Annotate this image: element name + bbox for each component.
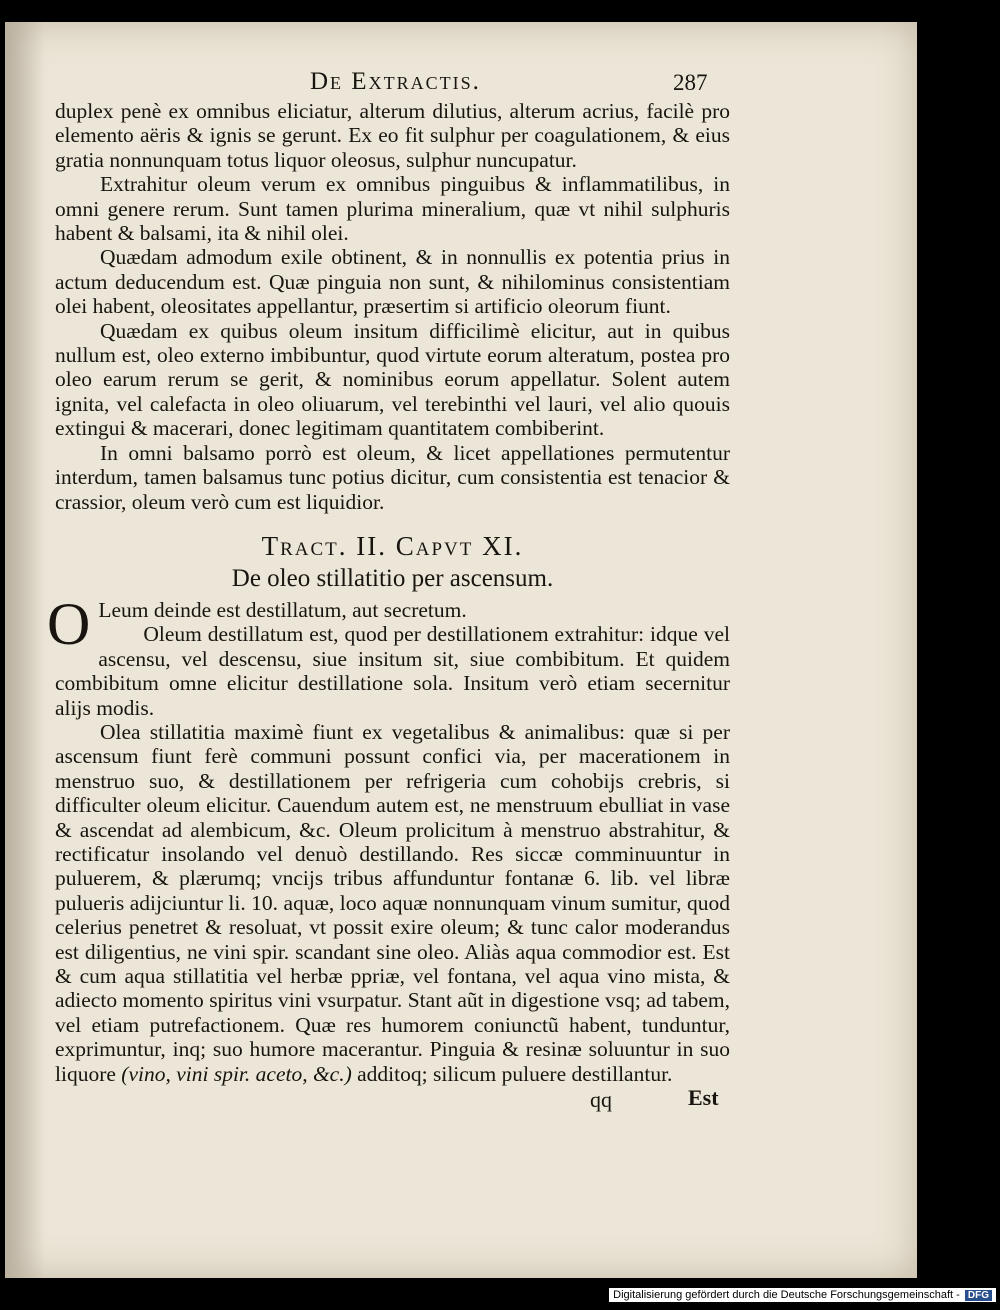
signature-mark: qq [590, 1087, 612, 1113]
chapter-opening [47, 590, 730, 657]
running-title: De Extractis. [310, 68, 481, 95]
dfg-logo: DFG [965, 1290, 992, 1301]
chapter-subtitle: De oleo stillatitio per ascensum. [231, 564, 554, 592]
paragraph: Quædam ex quibus oleum insitum difficilimè elicitur, aut in quibus nullum est, oleo externo imbibuntur, quod virtute eorum alteratum, postea pro oleo earum rerum se gerit, & nominibus eorum appellatur. Solent autem ignita, vel calefacta in oleo oliuarum, vel terebinthi vel lauri, vel alio quouis extingui & macerari, donec legitimam quantitatem combiberint. [55, 318, 730, 441]
page-footer [55, 1086, 730, 1116]
paragraph: In omni balsamo porrò est oleum, & licet appellationes permutentur interdum, tamen balsamus tunc potius dicitur, cum consistentia est tenacior & crassior, oleum verò cum est liquidior. [55, 440, 730, 514]
catchword: Est [688, 1085, 719, 1111]
page-gutter-shadow [5, 22, 45, 1278]
paragraph-text: Olea stillatitia maximè fiunt ex vegetalibus & animalibus: quæ si per ascensum fiunt ferè communi possunt confici via, per macerationem in menstruo suo, & destillationem per refrigeria cum cohobijs crebris, si difficulter oleum elicitur. Cauendum autem est, ne menstruum ebulliat in vase & ascendat ad alembicum, &c. Oleum prolicitum à menstruo abstrahitur, & rectificatur insolando vel denuò destillando. Res siccæ comminuuntur in puluerem, & plærumq; vncijs tribus affunduntur fontanæ 6. lib. vel libræ pulueris adijciuntur li. 10. aquæ, loco aquæ nonnunquam vinum sumitur, quod celerius penetret & resoluat, vt possit exire oleum; & tunc calor moderandus est diligentius, ne vini spir. scandant sine oleo. Aliàs aqua commodior est. Est & cum aqua stillatitia vel herbæ ppriæ, vel fontana, vel aqua vino mista, & adiecto momento spiritus vini vsurpatur. Stant aũt in digestione vsq; ad tabem, vel etiam putrefactionem. Quæ res humorem coniunctũ habent, tunduntur, exprimuntur, inq; suo humore macerantur. Pinguia & resinæ soluuntur in suo liquore [55, 719, 730, 1086]
page-number: 287 [673, 70, 708, 95]
paragraph [55, 720, 730, 1086]
paragraph: Oleum destillatum est, quod per destillationem extrahitur: idque vel ascensu, vel descensu, siue insitum sit, siue combibitum. Et quidem combibitum omne elicitur destillatione sola. Insitum verò etiam secernitur alijs modis. [55, 622, 730, 720]
opening-line: Leum deinde est destillatum, aut secretum. [98, 597, 467, 622]
chapter-title: Tract. II. Capvt XI. [261, 530, 524, 561]
paragraph: Extrahitur oleum verum ex omnibus pinguibus & inflammatilibus, in omni genere rerum. Sunt tamen plurima mineralium, quæ vt nihil sulphuris habent & balsami, ita & nihil olei. [55, 172, 730, 246]
credit-text: Digitalisierung gefördert durch die Deutsche Forschungsgemeinschaft - [613, 1289, 960, 1301]
paragraph-text-end: additoq; silicum puluere destillantur. [357, 1061, 673, 1086]
book-page [5, 22, 917, 1278]
italic-aside: (vino, vini spir. aceto, &c.) [121, 1061, 352, 1086]
drop-cap: O [47, 590, 91, 657]
paragraph: Quædam admodum exile obtinent, & in nonnullis ex potentia prius in actum deducendum est. Quæ pinguia non sunt, & nihilominus consistentiam olei habent, oleositates appellantur, præsertim si artificio oleorum fiunt. [55, 245, 730, 319]
page-text [47, 99, 730, 1116]
paragraph-continued: duplex penè ex omnibus eliciatur, alterum dilutius, alterum acrius, facilè pro elemento aëris & ignis se gerunt. Ex eo fit sulphur per coagulationem, & eius gratia nonnunquam totus liquor oleosus, sulphur nuncupatur. [55, 99, 730, 172]
digitization-credit [609, 1288, 996, 1302]
